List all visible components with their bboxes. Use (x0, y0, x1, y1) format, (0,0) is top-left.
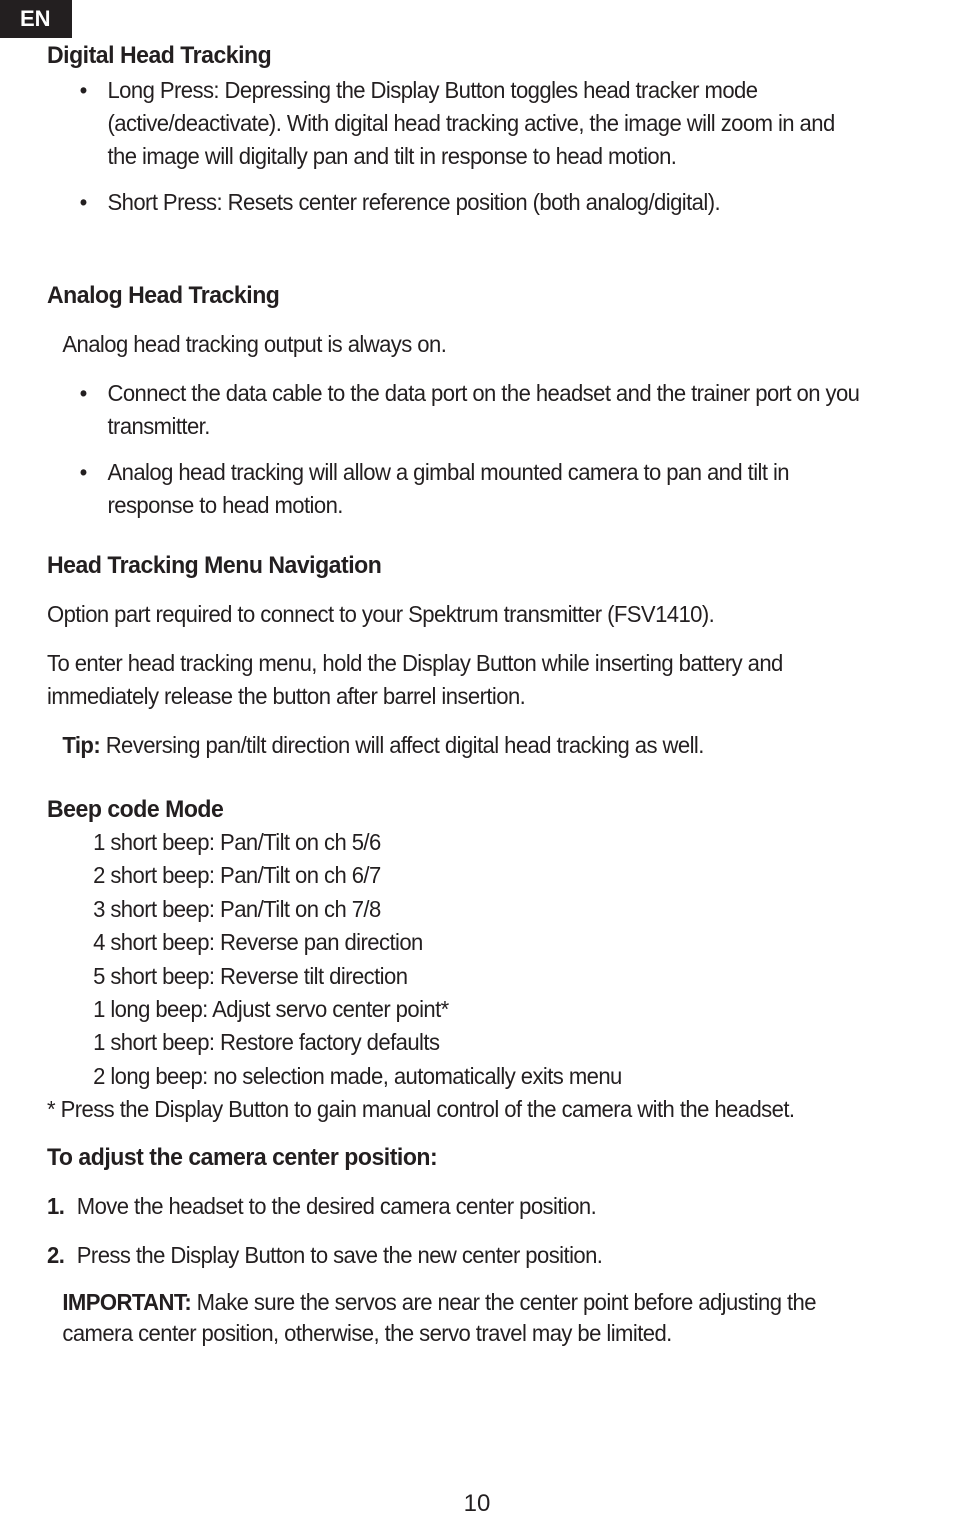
beep-code: 1 short beep: (93, 1029, 215, 1056)
bullet-item (47, 74, 863, 173)
bullet-item (47, 377, 863, 443)
bullet-dot-icon: • (79, 459, 87, 485)
beep-code: 3 short beep: (93, 895, 215, 922)
beep-code: 2 short beep: (93, 862, 215, 889)
beep-desc: Pan/Tilt on ch 7/8 (214, 895, 381, 922)
beep-desc: no selection made, automatically exits menu (207, 1062, 622, 1089)
bullet-text: Connect the data cable to the data port on the headset and the trainer port on you transmitter. (107, 380, 860, 439)
beep-item (93, 826, 863, 859)
bullet-text: Depressing the Display Button toggles head tracker mode (active/deactivate). With digital head tracking active, the image will zoom in and the image will digitally pan and tilt in response to head motion. (107, 77, 835, 169)
beep-item (93, 1060, 863, 1093)
beep-desc: Restore factory defaults (214, 1029, 440, 1056)
beep-item (93, 993, 863, 1026)
beep-code: 1 long beep: (93, 996, 208, 1023)
menu-nav-para: Option part required to connect to your Spektrum transmitter (FSV1410). (47, 601, 715, 627)
bullet-item (47, 456, 863, 522)
step-text: Move the headset to the desired camera center position. (76, 1193, 597, 1220)
bullet-dot-icon: • (79, 189, 87, 215)
tip-label: Tip: (62, 732, 101, 758)
digital-head-tracking-section (47, 40, 863, 219)
step-number: 2. (47, 1242, 65, 1269)
beep-code: 2 long beep: (93, 1062, 208, 1089)
important-label: IMPORTANT: (62, 1289, 192, 1316)
step-item (47, 1190, 863, 1223)
bullet-dot-icon: • (79, 380, 87, 406)
language-tab: EN (0, 0, 72, 38)
bullet-dot-icon: • (79, 77, 87, 103)
menu-nav-para: To enter head tracking menu, hold the Display Button while inserting battery and immediately release the button after barrel insertion. (47, 650, 783, 709)
analog-heading: Analog Head Tracking (47, 282, 280, 309)
tip-note (47, 729, 863, 762)
beep-desc: Pan/Tilt on ch 5/6 (214, 829, 381, 855)
beep-desc: Pan/Tilt on ch 6/7 (214, 862, 381, 889)
beep-desc: Reverse tilt direction (214, 962, 408, 989)
analog-intro: Analog head tracking output is always on. (62, 331, 447, 357)
beep-item (93, 893, 863, 926)
step-item (47, 1239, 863, 1272)
beep-heading: Beep code Mode (47, 796, 224, 823)
beep-item (93, 926, 863, 959)
bullet-lead: Short Press: (107, 189, 223, 215)
beep-code-section (47, 794, 863, 1126)
beep-code-list (47, 826, 863, 1093)
beep-code: 5 short beep: (93, 962, 215, 989)
adjust-center-section (47, 1142, 863, 1349)
beep-code: 1 short beep: (93, 829, 215, 855)
analog-head-tracking-section (47, 280, 863, 522)
important-text: Make sure the servos are near the center point before adjusting the camera center position, otherwise, the servo travel may be limited. (62, 1289, 816, 1347)
bullet-item (47, 186, 863, 219)
bullet-lead: Long Press: (107, 77, 219, 103)
page-content (47, 40, 863, 1349)
digital-heading: Digital Head Tracking (47, 42, 272, 69)
beep-footnote: * Press the Display Button to gain manual control of the camera with the headset. (47, 1096, 795, 1123)
important-note (47, 1287, 863, 1349)
beep-item (93, 859, 863, 892)
beep-code: 4 short beep: (93, 929, 215, 956)
beep-item (93, 1026, 863, 1059)
bullet-text: Analog head tracking will allow a gimbal mounted camera to pan and tilt in response to head motion. (107, 459, 790, 518)
beep-desc: Adjust servo center point* (207, 996, 449, 1023)
tip-text: Reversing pan/tilt direction will affect digital head tracking as well. (100, 732, 704, 758)
page-number: 10 (463, 1490, 491, 1517)
beep-item (93, 960, 863, 993)
menu-nav-heading: Head Tracking Menu Navigation (47, 552, 382, 579)
beep-desc: Reverse pan direction (214, 929, 423, 956)
bullet-text: Resets center reference position (both analog/digital). (222, 189, 721, 215)
adjust-heading: To adjust the camera center position: (47, 1144, 438, 1172)
step-number: 1. (47, 1193, 65, 1220)
step-text: Press the Display Button to save the new center position. (76, 1242, 603, 1269)
menu-navigation-section (47, 550, 863, 762)
